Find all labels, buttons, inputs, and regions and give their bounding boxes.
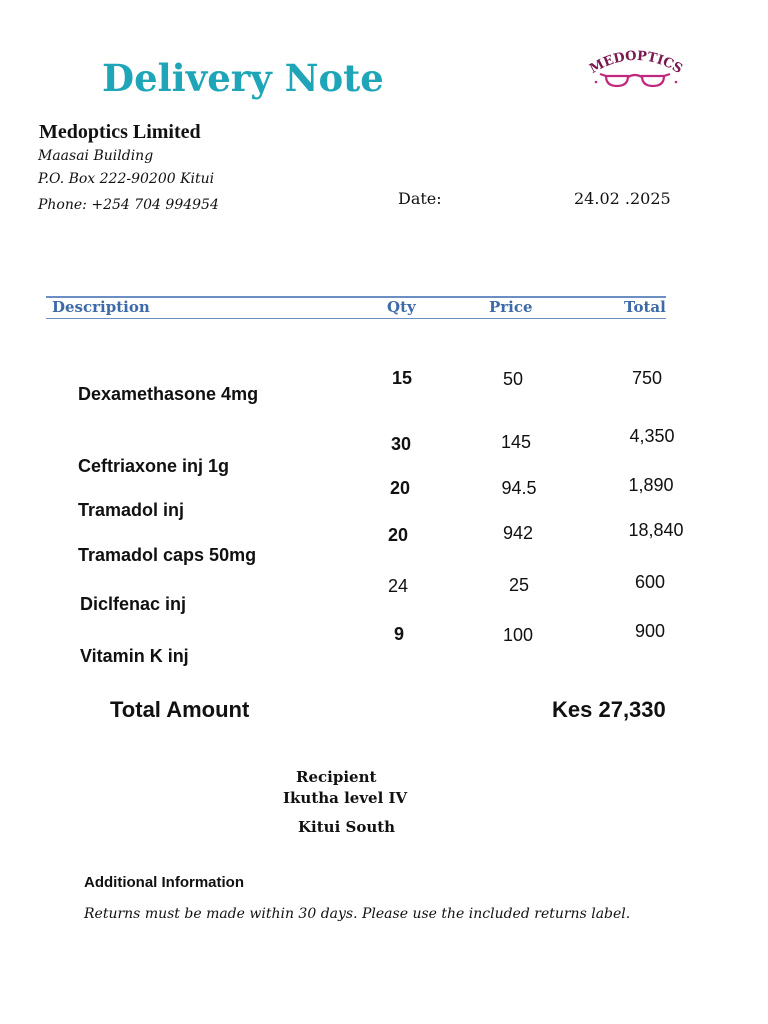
item-description: Tramadol inj (78, 500, 185, 520)
page-title: Delivery Note (102, 56, 384, 100)
svg-text:MEDOPTICS: MEDOPTICS (587, 48, 685, 77)
medoptics-logo (586, 44, 686, 96)
item-total: 600 (634, 572, 666, 592)
item-total: 1,890 (628, 475, 674, 495)
address-line: Maasai Building (38, 148, 154, 164)
date-label: Date: (398, 189, 442, 208)
item-qty: 15 (391, 368, 413, 388)
item-description: Tramadol caps 50mg (78, 545, 257, 565)
item-price: 145 (500, 432, 532, 452)
item-description: Ceftriaxone inj 1g (78, 456, 230, 476)
item-description: Diclfenac inj (80, 594, 187, 614)
phone-number: Phone: +254 704 994954 (38, 197, 219, 213)
po-box: P.O. Box 222-90200 Kitui (38, 171, 215, 187)
col-header-description: Description (52, 298, 150, 316)
item-total: 900 (634, 621, 666, 641)
recipient-label: Recipient (296, 768, 377, 786)
item-total: 18,840 (628, 520, 684, 540)
item-qty: 20 (387, 525, 409, 545)
item-qty: 24 (387, 576, 409, 596)
total-amount-label: Total Amount (110, 697, 250, 722)
item-price: 94.5 (501, 478, 537, 498)
item-price: 50 (502, 369, 524, 389)
recipient-facility: Ikutha level IV (283, 789, 408, 807)
item-total: 750 (631, 368, 663, 388)
item-qty: 20 (389, 478, 411, 498)
company-name: Medoptics Limited (39, 121, 201, 143)
date-value: 24.02 .2025 (574, 189, 671, 208)
item-qty: 9 (393, 624, 404, 644)
col-header-total: Total (624, 298, 666, 316)
item-total: 4,350 (629, 426, 675, 446)
col-header-price: Price (489, 298, 533, 316)
total-amount-value: Kes 27,330 (552, 697, 666, 722)
item-price: 942 (502, 523, 534, 543)
col-header-qty: Qty (387, 298, 416, 316)
recipient-location: Kitui South (298, 818, 396, 836)
item-description: Dexamethasone 4mg (78, 384, 259, 404)
item-price: 100 (502, 625, 534, 645)
item-qty: 30 (390, 434, 412, 454)
item-price: 25 (508, 575, 530, 595)
item-description: Vitamin K inj (80, 646, 189, 666)
header-bottom-rule (46, 318, 666, 319)
additional-info-title: Additional Information (84, 874, 244, 891)
additional-info-text: Returns must be made within 30 days. Please use the included returns label. (84, 906, 631, 922)
